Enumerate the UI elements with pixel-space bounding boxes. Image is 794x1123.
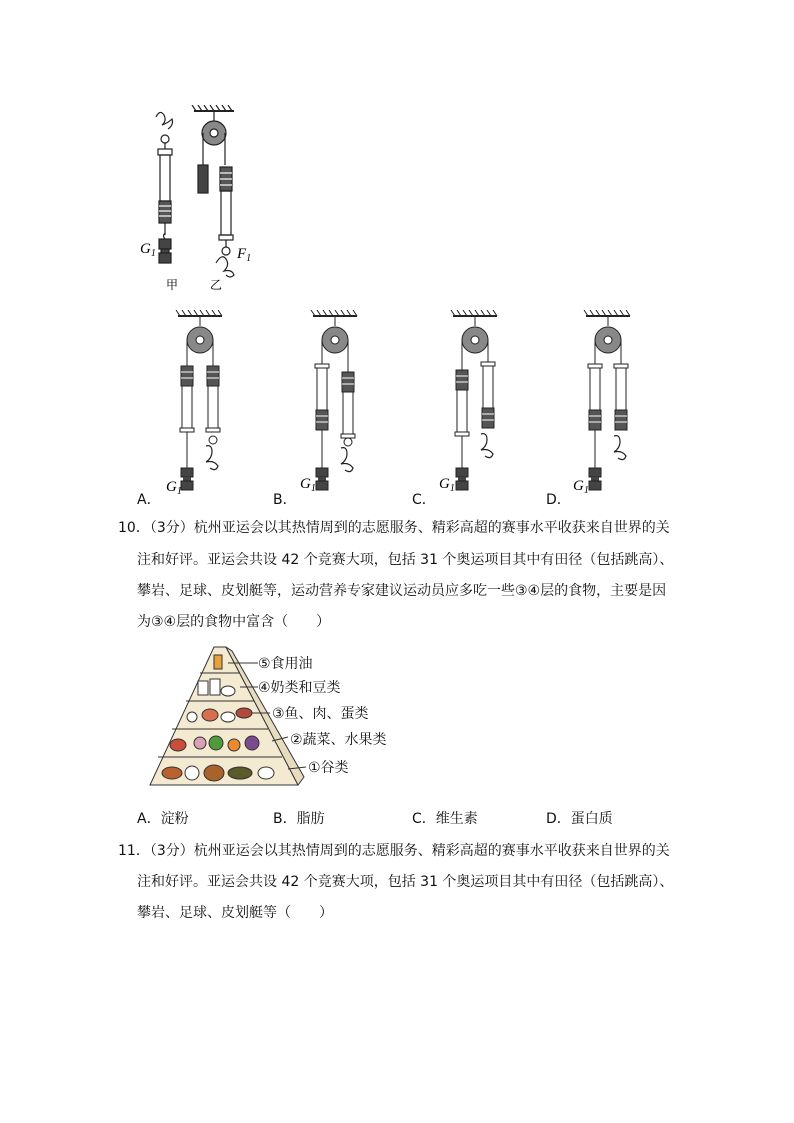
label-f1: $F_1$ — [237, 246, 252, 264]
option-b-figure — [311, 310, 357, 490]
pyramid-label-2: ②蔬菜、水果类 — [290, 732, 387, 748]
pyramid-label-5: ⑤食用油 — [258, 656, 313, 672]
q11-line-3: 攀岩、足球、皮划艇等（ ） — [137, 905, 333, 921]
q9-option-c[interactable]: C． — [412, 492, 436, 508]
q10-option-b[interactable]: B．脂肪 — [273, 811, 325, 827]
pyramid-label-3: ③鱼、肉、蛋类 — [272, 706, 369, 722]
q11-line-2: 注和好评。亚运会共设 42 个竞赛大项，包括 31 个奥运项目其中有田径（包括跳高）、 — [137, 874, 674, 890]
option-d-g1: $G_1$ — [573, 478, 589, 496]
q9-option-figures — [130, 310, 650, 510]
pyramid-label-4: ④奶类和豆类 — [258, 680, 341, 696]
option-a-figure — [176, 310, 222, 490]
caption-jia: 甲 — [166, 278, 179, 292]
option-c-g1: $G_1$ — [439, 476, 455, 494]
q9-option-d[interactable]: D． — [546, 492, 571, 508]
q10-option-c[interactable]: C．维生素 — [412, 811, 478, 827]
option-c-figure — [451, 310, 497, 490]
option-d-figure — [584, 310, 630, 490]
q10-option-d[interactable]: D．蛋白质 — [546, 811, 613, 827]
q10-line-2: 注和好评。亚运会共设 42 个竞赛大项，包括 31 个奥运项目其中有田径（包括跳高）、 — [137, 552, 674, 568]
q10-line-1: 10．（3分）杭州亚运会以其热情周到的志愿服务、精彩高超的赛事水平收获来自世界的关 — [118, 520, 670, 536]
pulley-yi — [192, 105, 234, 277]
pyramid-label-1: ①谷类 — [308, 760, 349, 776]
q11-line-1: 11．（3分）杭州亚运会以其热情周到的志愿服务、精彩高超的赛事水平收获来自世界的关 — [118, 843, 670, 859]
q10-line-4: 为③④层的食物中富含（ ） — [137, 614, 331, 630]
label-g1-jia: $G_1$ — [140, 241, 156, 259]
option-b-g1: $G_1$ — [300, 476, 316, 494]
q10-line-3: 攀岩、足球、皮划艇等，运动营养专家建议运动员应多吃一些③④层的食物，主要是因 — [137, 583, 667, 599]
option-a-g1: $G_1$ — [166, 479, 182, 497]
scale-jia — [156, 112, 173, 263]
caption-yi: 乙 — [210, 278, 223, 292]
q9-option-a[interactable]: A． — [137, 492, 161, 508]
q9-option-b[interactable]: B． — [273, 492, 297, 508]
q10-option-a[interactable]: A．淀粉 — [137, 811, 189, 827]
figure-jia-yi — [130, 105, 270, 300]
